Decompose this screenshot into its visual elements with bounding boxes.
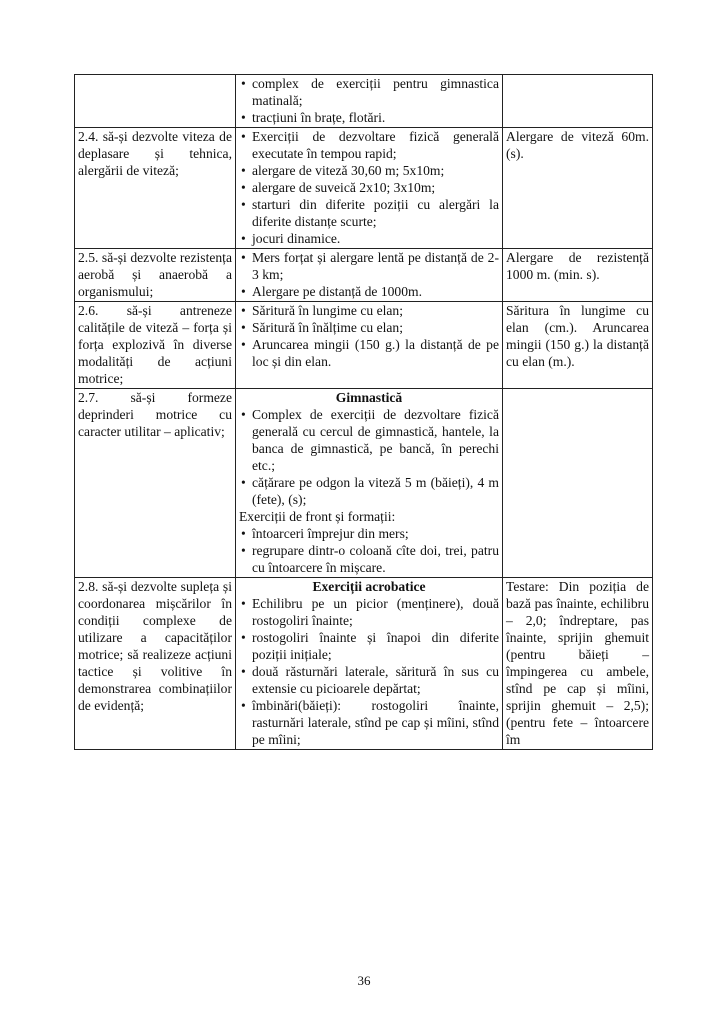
activity-item: • complex de exerciții pentru gimnastica matinală; [239, 75, 499, 109]
objective-cell: 2.5. să-și dezvolte rezistența aerobă și anaerobă a organismului; [75, 249, 236, 302]
activity-item: • Aruncarea mingii (150 g.) la distanță de pe loc și din elan. [239, 336, 499, 370]
activity-item: • jocuri dinamice. [239, 230, 499, 247]
activity-list [239, 406, 499, 508]
objective-cell: 2.6. să-și antreneze calitățile de viteză – forța și forța explozivă în diverse modalități de acțiuni motrice; [75, 302, 236, 389]
activity-item: • alergare de suveică 2x10; 3x10m; [239, 179, 499, 196]
assessment-cell [503, 389, 653, 578]
table-row [75, 302, 653, 389]
objective-cell: 2.7. să-și formeze deprinderi motrice cu caracter utilitar – aplicativ; [75, 389, 236, 578]
section-heading: Gimnastică [335, 390, 403, 405]
objective-cell: 2.4. să-și dezvolte viteza de deplasare și tehnica, alergării de viteză; [75, 128, 236, 249]
page-number: 36 [357, 973, 371, 988]
activity-list [239, 75, 499, 126]
activity-list [239, 249, 499, 300]
assessment-cell: Alergare de viteză 60m. (s). [503, 128, 653, 249]
table-row [75, 128, 653, 249]
activity-list [239, 525, 499, 576]
activity-item: • starturi din diferite poziții cu alergări la diferite distanțe scurte; [239, 196, 499, 230]
activity-item: • tracțiuni în brațe, flotări. [239, 109, 499, 126]
table-row [75, 389, 653, 578]
objective-cell: 2.8. să-și dezvolte supleța și coordonarea mișcărilor în condiții complexe de utilizare a capacităților motrice; să realizeze acțiuni tactice și volitive în demonstrarea combinațiilor de evidență; [75, 578, 236, 750]
activity-item: • Mers forțat și alergare lentă pe distanță de 2-3 km; [239, 249, 499, 283]
objective-cell [75, 75, 236, 128]
curriculum-table [74, 74, 653, 750]
activity-list [239, 128, 499, 247]
table-row [75, 578, 653, 750]
assessment-cell: Testare: Din poziția de bază pas înainte, echilibru – 2,0; îndreptare, pas înainte, sprijin ghemuit (pentru băieți – împingerea cu ambele, stînd pe cap și mîini, sprijin ghemuit – 2,5); (pentru fete – întoarcere îm [503, 578, 653, 750]
assessment-cell: Alergare de rezistență 1000 m. (min. s). [503, 249, 653, 302]
activity-item: • Exerciții de dezvoltare fizică generală executate în tempou rapid; [239, 128, 499, 162]
activity-item: • Săritură în înălțime cu elan; [239, 319, 499, 336]
curriculum-table-body [75, 75, 653, 750]
activity-item: • rostogoliri înainte și înapoi din diferite poziții inițiale; [239, 629, 499, 663]
activities-cell [236, 389, 503, 578]
activity-item: • cățărare pe odgon la viteză 5 m (băieți), 4 m (fete), (s); [239, 474, 499, 508]
activity-item: • Alergare pe distanță de 1000m. [239, 283, 499, 300]
activity-item: • Echilibru pe un picior (menținere), două rostogoliri înainte; [239, 595, 499, 629]
activity-item: • regrupare dintr-o coloană cîte doi, trei, patru cu întoarcere în mișcare. [239, 542, 499, 576]
activity-list [239, 595, 499, 748]
activities-cell [236, 302, 503, 389]
activity-list [239, 302, 499, 370]
activity-item: • Săritură în lungime cu elan; [239, 302, 499, 319]
activity-item: • alergare de viteză 30,60 m; 5x10m; [239, 162, 499, 179]
activity-item: • Complex de exerciții de dezvoltare fizică generală cu cercul de gimnastică, hantele, la banca de gimnastică, pe bancă, în perechi etc.; [239, 406, 499, 474]
activity-subheading: Exerciții de front și formații: [239, 509, 396, 524]
activity-item: • îmbinări(băieți): rostogoliri înainte, rasturnări laterale, stînd pe cap și mîini, stînd pe mîini; [239, 697, 499, 748]
table-row [75, 249, 653, 302]
activities-cell [236, 578, 503, 750]
activities-cell [236, 75, 503, 128]
activity-item: • întoarceri împrejur din mers; [239, 525, 499, 542]
section-heading: Exerciții acrobatice [312, 579, 426, 594]
table-row [75, 75, 653, 128]
activity-item: • două răsturnări laterale, săritură în sus cu extensie cu picioarele depărtat; [239, 663, 499, 697]
activities-cell [236, 128, 503, 249]
activities-cell [236, 249, 503, 302]
assessment-cell [503, 75, 653, 128]
assessment-cell: Săritura în lungime cu elan (cm.). Aruncarea mingii (150 g.) la distanță cu elan (m.). [503, 302, 653, 389]
